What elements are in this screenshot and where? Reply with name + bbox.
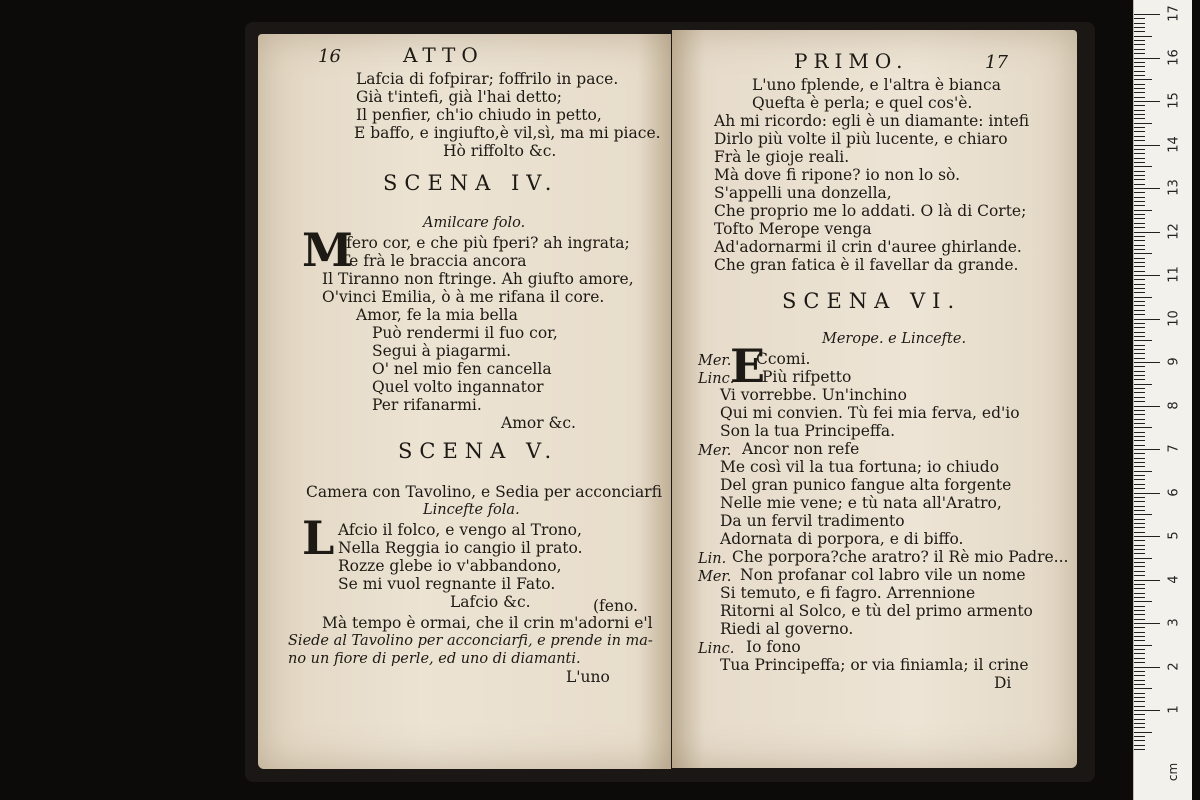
dialogue-line: Ritorni al Solco, e tù del primo armento <box>720 602 1033 620</box>
ruler-tick <box>1134 18 1145 19</box>
ruler-tick <box>1134 301 1145 302</box>
ruler-tick <box>1134 136 1145 137</box>
ruler-tick <box>1134 179 1145 180</box>
ruler-tick <box>1134 427 1152 428</box>
ruler-tick <box>1134 749 1145 750</box>
drop-cap: E <box>730 339 766 393</box>
ruler-tick <box>1134 445 1145 446</box>
ruler-tick <box>1134 14 1160 15</box>
text-line: Che proprio me lo addati. O là di Corte; <box>714 202 1027 220</box>
ruler-tick <box>1134 584 1145 585</box>
ruler-tick <box>1134 471 1152 472</box>
ruler-tick <box>1134 423 1145 424</box>
ruler-tick <box>1134 588 1145 589</box>
ruler-number: 11 <box>1166 266 1182 283</box>
ruler-tick <box>1134 66 1145 67</box>
ruler-tick <box>1134 375 1145 376</box>
ruler-tick <box>1134 501 1145 502</box>
dialogue-line: Che porpora?che aratro? il Rè mio Padre... <box>732 548 1069 566</box>
ruler-number: 6 <box>1166 487 1182 497</box>
ruler-tick <box>1134 449 1160 450</box>
ruler-tick <box>1134 105 1145 106</box>
dialogue-line: Ancor non refe <box>742 440 860 458</box>
ruler-tick <box>1134 127 1145 128</box>
ruler-tick <box>1134 736 1145 737</box>
ruler-tick <box>1134 527 1145 528</box>
dialogue-line: Io fono <box>746 638 801 656</box>
ruler-tick <box>1134 166 1152 167</box>
ruler-tick <box>1134 71 1145 72</box>
ruler-tick <box>1134 275 1160 276</box>
ruler-tick <box>1134 288 1145 289</box>
ruler-tick <box>1134 145 1160 146</box>
text-line: Che gran fatica è il favellar da grande. <box>714 256 1019 274</box>
ruler-number: 3 <box>1166 618 1182 627</box>
stage-direction: Siede al Tavolino per acconciarfi, e prende in ma- <box>288 633 653 649</box>
ruler-tick <box>1134 97 1145 98</box>
ruler-tick <box>1134 36 1152 37</box>
text-line: Il penfier, ch'io chiudo in petto, <box>356 106 602 124</box>
ruler-tick <box>1134 249 1145 250</box>
ruler-tick <box>1134 623 1160 624</box>
text-line: Frà le gioje reali. <box>714 148 850 166</box>
text-line: S'appelli una donzella, <box>714 184 892 202</box>
ruler-tick <box>1134 53 1145 54</box>
ruler-tick <box>1134 262 1145 263</box>
dialogue-line: Si temuto, e fi fagro. Arrennione <box>720 584 976 602</box>
dialogue-line: Son la tua Principeffa. <box>720 422 896 440</box>
ruler-number: 4 <box>1166 574 1182 584</box>
ruler-tick <box>1134 284 1145 285</box>
ruler-tick <box>1134 532 1145 533</box>
ruler-tick <box>1134 475 1145 476</box>
ruler-tick <box>1134 349 1145 350</box>
scene-title: SCENA IV. <box>383 171 559 195</box>
speaker-label: Mer. <box>698 353 732 369</box>
text-line: Afcio il folco, e vengo al Trono, <box>338 521 582 539</box>
ruler-tick <box>1134 44 1145 45</box>
ruler-tick <box>1134 740 1145 741</box>
ruler-tick <box>1134 488 1145 489</box>
ruler-tick <box>1134 514 1152 515</box>
ruler-tick <box>1134 218 1145 219</box>
ruler-tick <box>1134 236 1145 237</box>
ruler-tick <box>1134 410 1145 411</box>
text-line: Quel volto ingannator <box>372 378 544 396</box>
ruler-tick <box>1134 580 1160 581</box>
text-line: (feno. <box>593 597 638 615</box>
text-line: Mà dove fi ripone? io non lo sò. <box>714 166 961 184</box>
text-line: Ad'adornarmi il crin d'auree ghirlande. <box>714 238 1022 256</box>
dialogue-line: Del gran punico fangue alta forgente <box>720 476 1012 494</box>
ruler-tick <box>1134 671 1145 672</box>
ruler-tick <box>1134 684 1145 685</box>
measuring-ruler <box>1133 0 1192 800</box>
ruler-tick <box>1134 636 1145 637</box>
ruler-tick <box>1134 693 1145 694</box>
ruler-tick <box>1134 606 1145 607</box>
ruler-tick <box>1134 610 1145 611</box>
ruler-tick <box>1134 706 1145 707</box>
dialogue-line: Adornata di porpora, e di biffo. <box>720 530 964 548</box>
ruler-tick <box>1134 27 1145 28</box>
ruler-tick <box>1134 258 1145 259</box>
ruler-tick <box>1134 497 1145 498</box>
ruler-tick <box>1134 662 1145 663</box>
text-line: Hò riffolto &c. <box>443 142 557 160</box>
ruler-tick <box>1134 175 1145 176</box>
scene-setting: Camera con Tavolino, e Sedia per acconciarfi <box>306 483 662 501</box>
page-number: 17 <box>985 52 1008 73</box>
ruler-tick <box>1134 414 1145 415</box>
drop-cap: M <box>302 223 353 277</box>
ruler-tick <box>1134 440 1145 441</box>
ruler-number: 7 <box>1166 444 1182 453</box>
speaker-label: Mer. <box>698 443 732 459</box>
ruler-tick <box>1134 214 1145 215</box>
ruler-number: 17 <box>1166 5 1182 22</box>
ruler-tick <box>1134 88 1145 89</box>
ruler-tick <box>1134 566 1145 567</box>
ruler-tick <box>1134 523 1145 524</box>
text-line: Per rifanarmi. <box>372 396 482 414</box>
ruler-tick <box>1134 562 1145 563</box>
ruler-tick <box>1134 49 1145 50</box>
ruler-tick <box>1134 558 1152 559</box>
ruler-number: 10 <box>1166 309 1182 327</box>
ruler-tick <box>1134 205 1145 206</box>
text-line: Se mi vuol regnante il Fato. <box>338 575 556 593</box>
ruler-tick <box>1134 362 1160 363</box>
ruler-tick <box>1134 667 1160 668</box>
drop-cap: L <box>302 511 335 565</box>
ruler-tick <box>1134 640 1145 641</box>
text-line: Amor, fe la mia bella <box>356 306 518 324</box>
ruler-tick <box>1134 549 1145 550</box>
ruler-tick <box>1134 371 1145 372</box>
ruler-tick <box>1134 627 1145 628</box>
dialogue-line: Nelle mie vene; e tù nata all'Aratro, <box>720 494 1002 512</box>
ruler-tick <box>1134 619 1145 620</box>
ruler-tick <box>1134 332 1145 333</box>
ruler-tick <box>1134 536 1160 537</box>
text-line: Ah mi ricordo: egli è un diamante: intefi <box>714 112 1030 130</box>
text-line: Quefta è perla; e quel cos'è. <box>752 94 973 112</box>
ruler-tick <box>1134 336 1145 337</box>
ruler-tick <box>1134 158 1145 159</box>
dialogue-line: Ccomi. <box>756 350 811 368</box>
dialogue-line: Da un fervil tradimento <box>720 512 905 530</box>
ruler-tick <box>1134 519 1145 520</box>
ruler-tick <box>1134 436 1145 437</box>
ruler-tick <box>1134 388 1145 389</box>
ruler-tick <box>1134 79 1152 80</box>
ruler-tick <box>1134 131 1145 132</box>
ruler-tick <box>1134 379 1145 380</box>
ruler-tick <box>1134 271 1145 272</box>
ruler-tick <box>1134 614 1145 615</box>
ruler-tick <box>1134 327 1145 328</box>
ruler-tick <box>1134 653 1145 654</box>
running-head: PRIMO. <box>794 49 909 73</box>
scene-subtitle: Amilcare folo. <box>423 215 526 231</box>
ruler-tick <box>1134 358 1145 359</box>
ruler-tick <box>1134 649 1145 650</box>
ruler-tick <box>1134 366 1145 367</box>
ruler-tick <box>1134 680 1145 681</box>
ruler-tick <box>1134 101 1160 102</box>
ruler-tick <box>1134 479 1145 480</box>
ruler-tick <box>1134 506 1145 507</box>
text-line: Nella Reggia io cangio il prato. <box>338 539 583 557</box>
scene-subtitle: Merope. e Lincefte. <box>822 331 967 347</box>
text-line: Lafcia di fofpirar; foffrilo in pace. <box>356 70 619 88</box>
ruler-tick <box>1134 353 1145 354</box>
ruler-number: 15 <box>1166 92 1182 109</box>
ruler-tick <box>1134 493 1160 494</box>
ruler-tick <box>1134 593 1145 594</box>
ruler-tick <box>1134 597 1145 598</box>
ruler-tick <box>1134 392 1145 393</box>
ruler-tick <box>1134 305 1145 306</box>
left-page <box>258 34 671 769</box>
ruler-tick <box>1134 114 1145 115</box>
ruler-tick <box>1134 540 1145 541</box>
ruler-tick <box>1134 62 1145 63</box>
ruler-tick <box>1134 745 1145 746</box>
ruler-number: 8 <box>1166 400 1182 410</box>
ruler-tick <box>1134 279 1145 280</box>
text-line: O' nel mio fen cancella <box>372 360 552 378</box>
ruler-tick <box>1134 406 1160 407</box>
ruler-tick <box>1134 297 1152 298</box>
ruler-number: 9 <box>1166 357 1182 366</box>
ruler-tick <box>1134 714 1145 715</box>
ruler-tick <box>1134 31 1145 32</box>
text-line: Te frà le braccia ancora <box>340 252 527 270</box>
scene-title: SCENA VI. <box>782 289 962 313</box>
text-line: Tofto Merope venga <box>714 220 872 238</box>
ruler-tick <box>1134 658 1145 659</box>
ruler-tick <box>1134 723 1145 724</box>
text-line: L'uno fplende, e l'altra è bianca <box>752 76 1001 94</box>
text-line: Può rendermi il fuo cor, <box>372 324 558 342</box>
ruler-tick <box>1134 188 1160 189</box>
running-head: ATTO <box>403 43 484 67</box>
catchword: L'uno <box>566 668 610 686</box>
ruler-tick <box>1134 253 1152 254</box>
ruler-number: 14 <box>1166 135 1182 153</box>
ruler-tick <box>1134 149 1145 150</box>
ruler-tick <box>1134 110 1145 111</box>
text-line: Dirlo più volte il più lucente, e chiaro <box>714 130 1008 148</box>
ruler-number: 1 <box>1166 705 1182 714</box>
ruler-number: 16 <box>1166 48 1182 66</box>
ruler-tick <box>1134 192 1145 193</box>
ruler-tick <box>1134 697 1145 698</box>
ruler-tick <box>1134 245 1145 246</box>
text-line: O'vinci Emilia, ò à me rifana il core. <box>322 288 605 306</box>
speaker-label: Mer. <box>698 569 732 585</box>
ruler-tick <box>1134 345 1145 346</box>
text-line: E baffo, e ingiufto,è vil,sì, ma mi piace. <box>354 124 661 142</box>
ruler-tick <box>1134 701 1145 702</box>
ruler-unit-label: cm <box>1166 762 1181 782</box>
speaker-label: Lin. <box>698 551 727 567</box>
ruler-tick <box>1134 266 1145 267</box>
ruler-tick <box>1134 710 1160 711</box>
ruler-tick <box>1134 401 1145 402</box>
ruler-tick <box>1134 340 1152 341</box>
ruler-number: 2 <box>1166 661 1182 671</box>
scene-subtitle: Lincefte fola. <box>423 502 520 518</box>
ruler-tick <box>1134 553 1145 554</box>
ruler-tick <box>1134 153 1145 154</box>
text-line: Lafcio &c. <box>450 593 531 611</box>
dialogue-line: Più rifpetto <box>762 368 852 386</box>
ruler-tick <box>1134 323 1145 324</box>
ruler-tick <box>1134 462 1145 463</box>
dialogue-line: Riedi al governo. <box>720 620 854 638</box>
ruler-tick <box>1134 384 1152 385</box>
ruler-tick <box>1134 466 1145 467</box>
ruler-tick <box>1134 314 1145 315</box>
catchword: Di <box>994 674 1012 692</box>
ruler-tick <box>1134 675 1145 676</box>
stage-direction: no un fiore di perle, ed uno di diamanti. <box>288 651 581 667</box>
ruler-tick <box>1134 227 1145 228</box>
ruler-tick <box>1134 197 1145 198</box>
ruler-tick <box>1134 184 1145 185</box>
ruler-tick <box>1134 92 1145 93</box>
text-line: Il Tiranno non ftringe. Ah giufto amore, <box>322 270 634 288</box>
text-line: Segui à piagarmi. <box>372 342 512 360</box>
ruler-tick <box>1134 292 1145 293</box>
ruler-tick <box>1134 232 1160 233</box>
ruler-tick <box>1134 688 1152 689</box>
page-number: 16 <box>318 46 341 67</box>
dialogue-line: Tua Principeffa; or via finiamla; il crine <box>720 656 1029 674</box>
right-page <box>672 30 1077 768</box>
ruler-tick <box>1134 75 1145 76</box>
ruler-tick <box>1134 23 1145 24</box>
ruler-tick <box>1134 510 1145 511</box>
ruler-tick <box>1134 458 1145 459</box>
ruler-tick <box>1134 419 1145 420</box>
text-line: Mà tempo è ormai, che il crin m'adorni e'l <box>322 614 653 632</box>
ruler-tick <box>1134 484 1145 485</box>
ruler-tick <box>1134 727 1145 728</box>
ruler-tick <box>1134 732 1152 733</box>
ruler-number: 13 <box>1166 179 1182 196</box>
ruler-tick <box>1134 632 1145 633</box>
dialogue-line: Vi vorrebbe. Un'inchino <box>720 386 907 404</box>
ruler-tick <box>1134 210 1152 211</box>
text-line: Rozze glebe io v'abbandono, <box>338 557 562 575</box>
speaker-label: Linc. <box>698 371 735 387</box>
ruler-tick <box>1134 432 1145 433</box>
ruler-tick <box>1134 601 1152 602</box>
ruler-tick <box>1134 201 1145 202</box>
text-line: Ifero cor, e che più fperi? ah ingrata; <box>340 234 630 252</box>
ruler-tick <box>1134 40 1145 41</box>
ruler-number: 12 <box>1166 222 1182 240</box>
ruler-tick <box>1134 162 1145 163</box>
ruler-tick <box>1134 58 1160 59</box>
speaker-label: Linc. <box>698 641 735 657</box>
ruler-tick <box>1134 397 1145 398</box>
dialogue-line: Me così vil la tua fortuna; io chiudo <box>720 458 1000 476</box>
dialogue-line: Non profanar col labro vile un nome <box>740 566 1026 584</box>
ruler-tick <box>1134 118 1145 119</box>
dialogue-line: Qui mi convien. Tù fei mia ferva, ed'io <box>720 404 1020 422</box>
ruler-tick <box>1134 223 1145 224</box>
ruler-tick <box>1134 545 1145 546</box>
ruler-tick <box>1134 645 1152 646</box>
ruler-tick <box>1134 571 1145 572</box>
ruler-number: 5 <box>1166 531 1182 540</box>
ruler-tick <box>1134 240 1145 241</box>
ruler-tick <box>1134 84 1145 85</box>
ruler-tick <box>1134 123 1152 124</box>
ruler-tick <box>1134 310 1145 311</box>
scene-title: SCENA V. <box>398 439 559 463</box>
text-line: Già t'intefi, già l'hai detto; <box>356 88 563 106</box>
ruler-tick <box>1134 575 1145 576</box>
ruler-tick <box>1134 453 1145 454</box>
ruler-tick <box>1134 719 1145 720</box>
text-line: Amor &c. <box>501 414 576 432</box>
ruler-tick <box>1134 171 1145 172</box>
ruler-tick <box>1134 319 1160 320</box>
ruler-tick <box>1134 140 1145 141</box>
